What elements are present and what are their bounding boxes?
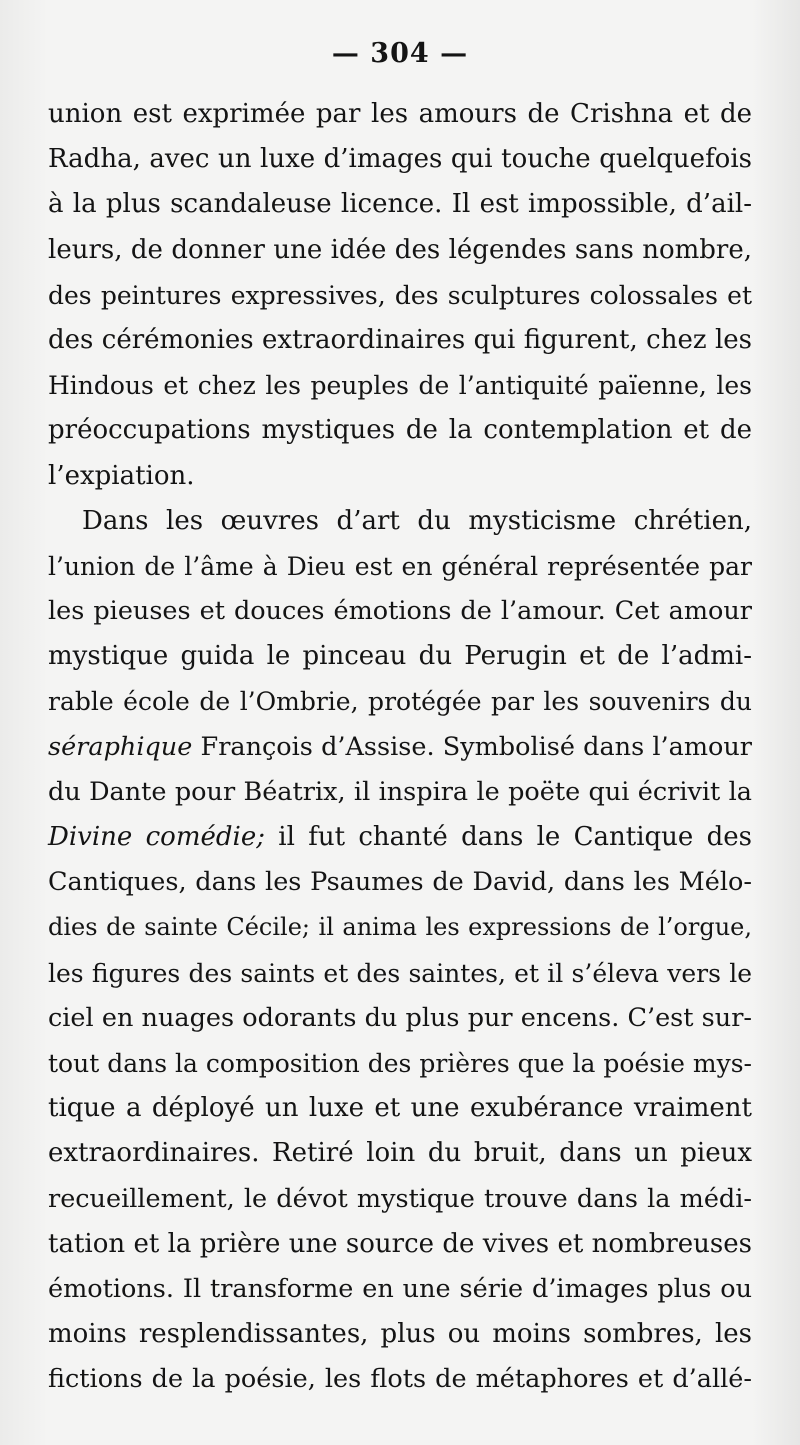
text-line: leurs, de donner une idée des légendes sans nombre, — [48, 234, 752, 265]
text-line: rable école de l’Ombrie, protégée par les souvenirs du — [48, 687, 752, 717]
text-line: l’union de l’âme à Dieu est en général représentée par — [48, 551, 752, 581]
text-line: l’expiation. — [48, 460, 195, 491]
text-line: Radha, avec un luxe d’images qui touche quelquefois — [48, 144, 752, 175]
text-line: des cérémonies extraordinaires qui figurent, chez les — [48, 324, 752, 355]
italic-text: séraphique — [48, 731, 193, 762]
text-line: Cantiques, dans les Psaumes de David, dans les Mélo- — [48, 867, 752, 898]
page-number: — 304 — — [331, 38, 469, 69]
text-line: extraordinaires. Retiré loin du bruit, dans un pieux — [48, 1138, 752, 1169]
text-line: émotions. Il transforme en une série d’images plus ou — [48, 1273, 752, 1304]
text-line: ciel en nuages odorants du plus pur encens. C’est sur- — [48, 1002, 752, 1033]
text-line: recueillement, le dévot mystique trouve dans la médi- — [48, 1183, 752, 1214]
text-line: union est exprimée par les amours de Crishna et de — [48, 99, 752, 129]
italic-text: Divine comédie; — [48, 822, 265, 852]
paragraph-start-line: Dans les œuvres d’art du mysticisme chrétien, — [82, 505, 752, 536]
text-line: mystique guida le pinceau du Perugin et de l’admi- — [48, 641, 752, 672]
text-line: les pieuses et douces émotions de l’amour. Cet amour — [48, 596, 752, 627]
text-line: séraphique François d’Assise. Symbolisé dans l’amour — [48, 731, 752, 762]
text-line: tation et la prière une source de vives et nombreuses — [48, 1228, 752, 1259]
text-line: dies de sainte Cécile; il anima les expressions de l’orgue, — [48, 913, 752, 942]
text-line: fictions de la poésie, les flots de métaphores et d’allé- — [48, 1364, 752, 1395]
text-line: moins resplendissantes, plus ou moins sombres, les — [48, 1319, 752, 1350]
text-line: Hindous et chez les peuples de l’antiquité païenne, les — [48, 371, 752, 401]
text-line: des peintures expressives, des sculptures colossales et — [48, 280, 752, 310]
text-line: tique a déployé un luxe et une exubérance vraiment — [48, 1093, 752, 1124]
text-line: préoccupations mystiques de la contemplation et de — [48, 415, 752, 446]
text-line: tout dans la composition des prières que la poésie mys- — [48, 1048, 752, 1078]
text-line: à la plus scandaleuse licence. Il est impossible, d’ail- — [48, 189, 752, 220]
text-line: Divine comédie; il fut chanté dans le Cantique des — [48, 822, 752, 852]
text-line: les figures des saints et des saintes, et il s’éleva vers le — [48, 958, 752, 988]
body-text — [48, 92, 752, 1402]
text-line: du Dante pour Béatrix, il inspira le poëte qui écrivit la — [48, 776, 752, 807]
